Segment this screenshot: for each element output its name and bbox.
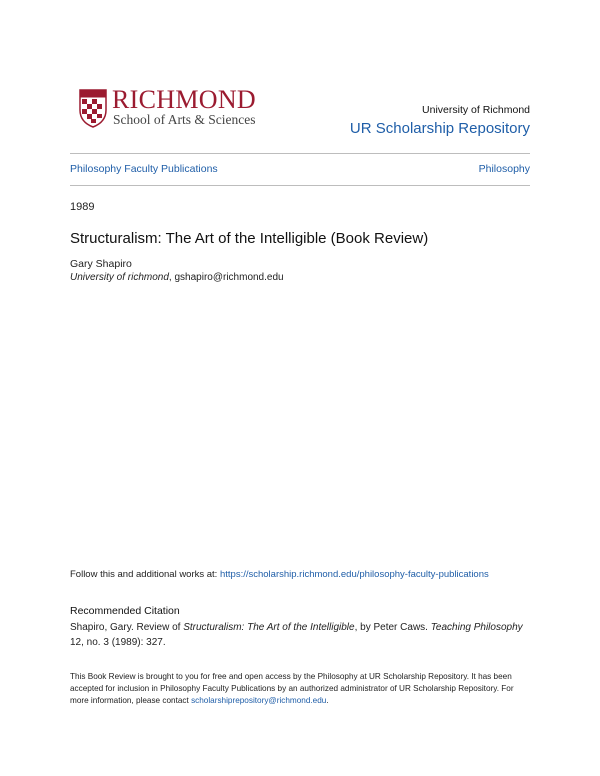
repository-link[interactable]: UR Scholarship Repository	[349, 120, 530, 137]
divider-bottom	[70, 185, 530, 186]
divider-top	[70, 153, 530, 154]
follow-text: Follow this and additional works at:	[70, 569, 220, 580]
affiliation-name: University of richmond	[70, 272, 169, 283]
contact-email-link[interactable]: scholarshiprepository@richmond.edu	[191, 696, 327, 705]
publication-year: 1989	[70, 201, 95, 213]
richmond-logo	[78, 86, 278, 132]
logo-school-name: School of Arts & Sciences	[113, 112, 256, 127]
university-name: University of Richmond	[422, 104, 530, 116]
footer-notice	[70, 671, 532, 707]
department-link[interactable]: Philosophy	[478, 163, 530, 175]
citation-part: Shapiro, Gary. Review of	[70, 622, 184, 633]
document-title: Structuralism: The Art of the Intelligible (Book Review)	[70, 230, 429, 247]
footer-text: This Book Review is brought to you for free and open access by the Philosophy at UR Scholarship Repository. It has been accepted for inclusion in Philosophy Faculty Publications by an authorized administrator of UR Scholarship Repository. For more information, please contact	[70, 672, 514, 705]
author-affiliation: University of richmond, gshapiro@richmond.edu	[70, 272, 284, 283]
collection-link[interactable]: Philosophy Faculty Publications	[70, 163, 218, 175]
author-email: gshapiro@richmond.edu	[174, 272, 284, 283]
author-name: Gary Shapiro	[70, 258, 132, 270]
logo-wordmark: RICHMOND	[112, 85, 256, 114]
citation-book-title: Structuralism: The Art of the Intelligible	[183, 622, 355, 633]
collection-url-link[interactable]: https://scholarship.richmond.edu/philosophy-faculty-publications	[219, 569, 489, 580]
citation-part: , by Peter Caws.	[354, 622, 431, 633]
citation-heading: Recommended Citation	[70, 605, 180, 617]
citation-part: 12, no. 3 (1989): 327.	[70, 637, 166, 648]
richmond-shield-icon	[78, 88, 108, 128]
citation-text	[70, 620, 532, 650]
follow-line	[70, 569, 489, 580]
citation-journal: Teaching Philosophy	[430, 622, 523, 633]
footer-end: .	[326, 696, 329, 705]
